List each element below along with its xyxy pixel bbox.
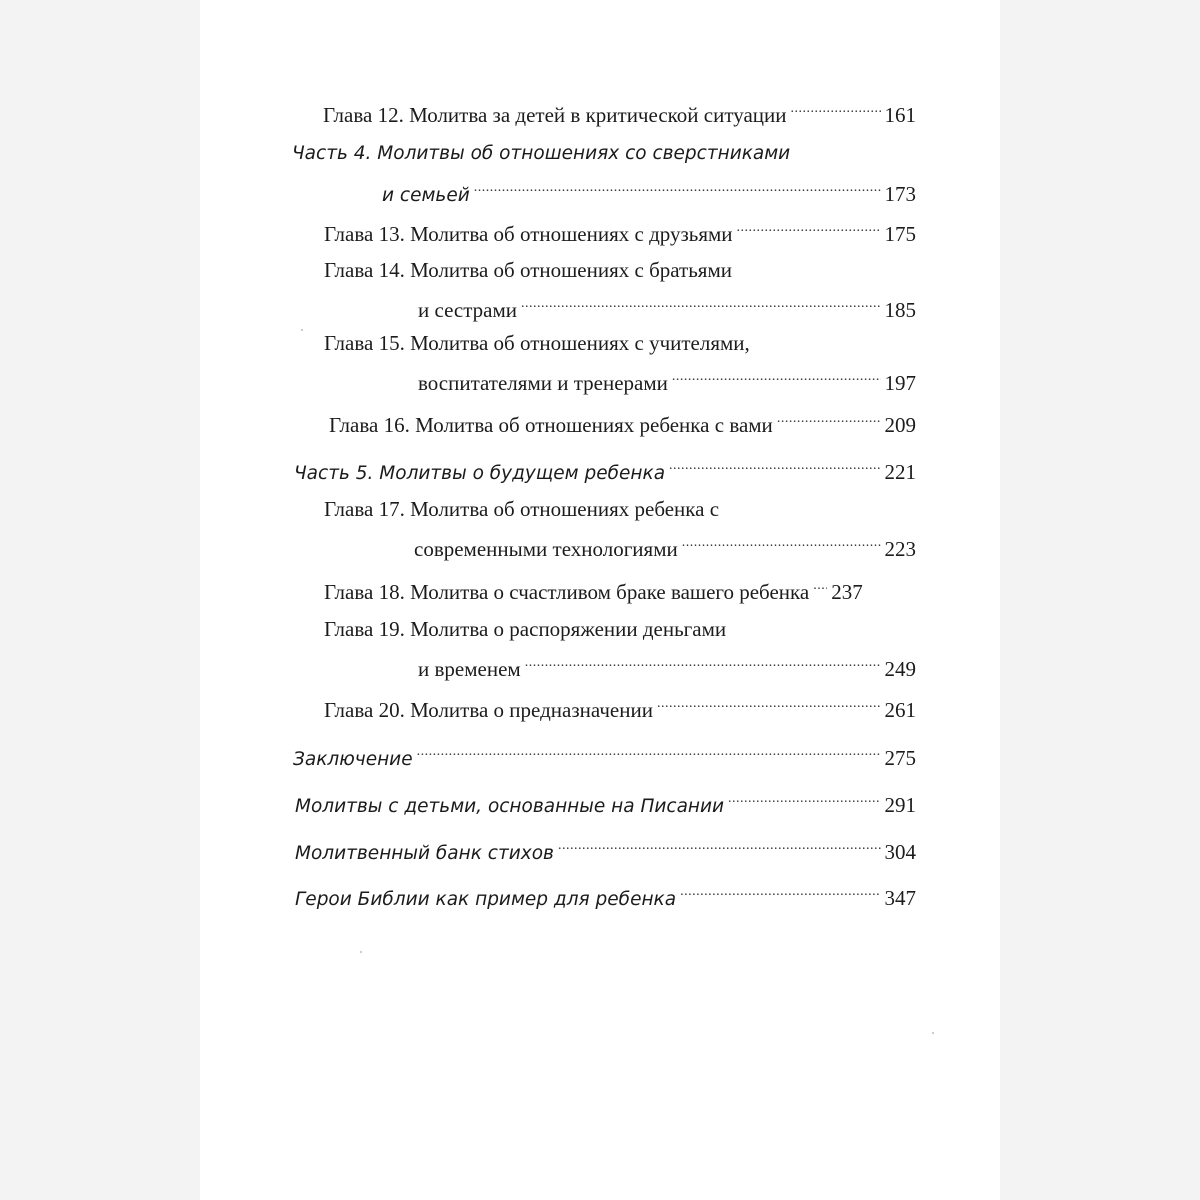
- scan-speck: [360, 951, 362, 953]
- dot-leader: [669, 447, 880, 479]
- toc-entry-label: Глава 13. Молитва об отношениях с друзьями: [324, 222, 733, 246]
- toc-entry-label-line2: современными технологиями: [414, 537, 678, 561]
- toc-entry-verse-bank: [295, 827, 916, 864]
- toc-entry-label: Заключение: [293, 749, 413, 770]
- toc-page-number: 347: [884, 886, 916, 910]
- scan-speck: [301, 329, 303, 331]
- toc-page-number: 221: [884, 460, 916, 484]
- toc-entry-label: Глава 16. Молитва об отношениях ребенка с вами: [329, 413, 773, 437]
- toc-entry-chapter-19: [324, 614, 916, 681]
- dot-leader: [728, 780, 880, 812]
- dot-leader: [525, 644, 881, 676]
- dot-leader: [791, 90, 881, 122]
- dot-leader: [474, 169, 881, 201]
- book-page: [200, 0, 1000, 1200]
- toc-entry-label: Глава 12. Молитва за детей в критической ситуации: [323, 103, 787, 127]
- toc-entry-label: Часть 5. Молитвы о будущем ребенка: [294, 463, 666, 484]
- dot-leader: [558, 827, 881, 859]
- toc-entry-conclusion: [293, 733, 916, 770]
- toc-entry-part-5: [294, 447, 916, 484]
- toc-page-number: 209: [884, 413, 916, 437]
- toc-page-number: 249: [884, 657, 916, 681]
- dot-leader: [777, 400, 881, 432]
- dot-leader: [682, 524, 881, 556]
- toc-entry-label-line1: Глава 14. Молитва об отношениях с братьями: [324, 258, 732, 282]
- toc-entry-chapter-18: [324, 567, 916, 604]
- toc-entry-label: Молитвы с детьми, основанные на Писании: [295, 796, 725, 817]
- toc-page-number: 261: [884, 698, 916, 722]
- toc-entry-label-line2: и семьей: [382, 185, 470, 206]
- toc-entry-label-line1: Часть 4. Молитвы об отношениях со сверстниками: [292, 143, 791, 164]
- toc-page-number: 197: [884, 371, 916, 395]
- dot-leader: [813, 567, 827, 599]
- toc-page-number: 175: [884, 222, 916, 246]
- toc-entry-label-line2: и временем: [418, 657, 521, 681]
- toc-page-number: 291: [884, 793, 916, 817]
- toc-page-number: 275: [884, 746, 916, 770]
- dot-leader: [680, 873, 880, 905]
- toc-entry-label-line1: Глава 19. Молитва о распоряжении деньгами: [324, 617, 727, 641]
- toc-page-number: 237: [831, 580, 863, 604]
- toc-entry-label-line2: воспитателями и тренерами: [418, 371, 668, 395]
- toc-entry-label: Герои Библии как пример для ребенка: [295, 889, 677, 910]
- toc-entry-chapter-17: [324, 494, 916, 561]
- dot-leader: [672, 358, 881, 390]
- toc-entry-label-line1: Глава 15. Молитва об отношениях с учителями,: [324, 331, 750, 355]
- scan-speck: [932, 1032, 934, 1034]
- toc-entry-bible-heroes: [295, 873, 916, 910]
- toc-entry-label-line2: и сестрами: [418, 298, 518, 322]
- toc-entry-chapter-16: [329, 400, 916, 437]
- dot-leader: [521, 285, 880, 317]
- toc-entry-chapter-15: [324, 328, 916, 395]
- toc-entry-part-4: [292, 139, 916, 206]
- toc-page-number: 161: [884, 103, 916, 127]
- dot-leader: [737, 209, 881, 241]
- toc-page-number: 185: [884, 298, 916, 322]
- toc-entry-chapter-12: [323, 90, 916, 127]
- toc-entry-label-line1: Глава 17. Молитва об отношениях ребенка с: [324, 497, 720, 521]
- toc-entry-label: Глава 20. Молитва о предназначении: [324, 698, 653, 722]
- dot-leader: [657, 685, 881, 717]
- toc-page-number: 304: [884, 840, 916, 864]
- dot-leader: [417, 733, 881, 765]
- toc-entry-chapter-13: [324, 209, 916, 246]
- toc-entry-prayers-with-children: [295, 780, 916, 817]
- toc-entry-chapter-20: [324, 685, 916, 722]
- toc-entry-label: Молитвенный банк стихов: [295, 843, 554, 864]
- toc-entry-label: Глава 18. Молитва о счастливом браке вашего ребенка: [324, 580, 810, 604]
- toc-page-number: 223: [884, 537, 916, 561]
- toc-entry-chapter-14: [324, 255, 916, 322]
- toc-page-number: 173: [884, 182, 916, 206]
